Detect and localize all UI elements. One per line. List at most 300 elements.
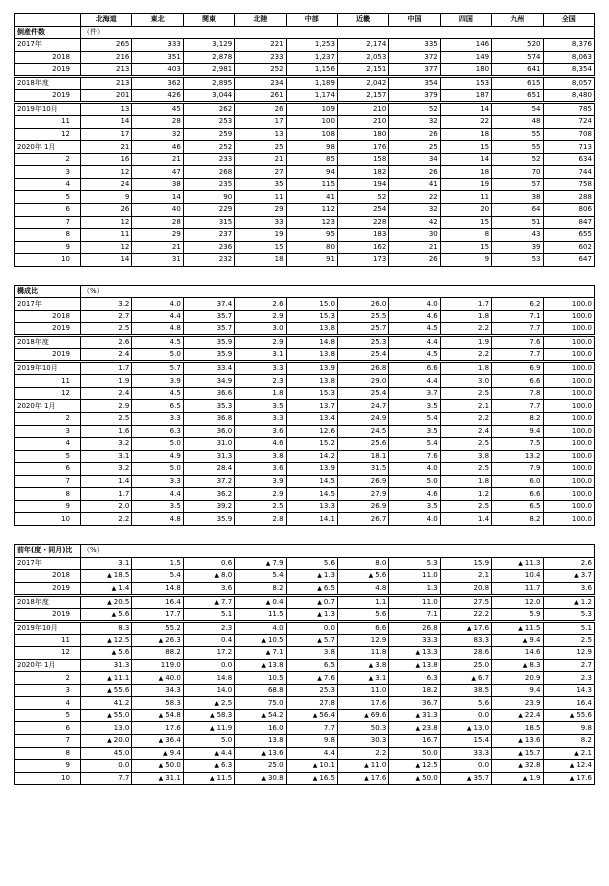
value-cell: 30.3 [337, 734, 388, 747]
value-cell: 1.8 [235, 387, 286, 400]
value-cell: 17 [81, 128, 132, 141]
value-cell [492, 772, 543, 785]
value-cell: 18.1 [337, 450, 388, 463]
value-cell: 6.3 [132, 425, 183, 438]
value-cell: 2.1 [440, 400, 491, 413]
cell-value: 7.1 [272, 648, 284, 657]
row-label: 3 [15, 425, 81, 438]
value-cell: 4.4 [132, 310, 183, 323]
value-cell: 16.0 [235, 722, 286, 735]
value-cell: 35.7 [183, 323, 234, 336]
value-cell: 48 [492, 116, 543, 129]
cell-value: 5.6 [118, 609, 130, 618]
value-cell: 22 [440, 116, 491, 129]
value-cell: 2.2 [440, 349, 491, 362]
value-cell: 11.0 [389, 570, 440, 583]
value-cell: 158 [337, 153, 388, 166]
value-cell: 36.0 [183, 425, 234, 438]
cell-value: 13.8 [267, 660, 284, 669]
column-header: 全国 [543, 14, 594, 27]
blank-cell [286, 285, 337, 298]
row-label: 2020年 1月 [15, 400, 81, 413]
value-cell [132, 672, 183, 685]
value-cell: 1,237 [286, 51, 337, 64]
value-cell: 8.3 [81, 621, 132, 634]
section-title: 構成比 [15, 285, 81, 298]
value-cell: 3,129 [183, 39, 234, 52]
cell-value: 3.1 [375, 673, 387, 682]
decrease-marker: ▲ [107, 737, 112, 745]
decrease-marker: ▲ [522, 661, 528, 669]
cell-value: 1.3 [323, 571, 335, 580]
section-table-1 [14, 285, 595, 526]
value-cell: 26 [389, 166, 440, 179]
value-cell: 40 [132, 204, 183, 217]
value-cell [235, 647, 286, 660]
value-cell: 3.0 [440, 375, 491, 388]
value-cell: 27.9 [337, 488, 388, 501]
decrease-marker: ▲ [312, 774, 318, 782]
value-cell: 3.3 [235, 413, 286, 426]
value-cell: 221 [235, 39, 286, 52]
column-header: 近畿 [337, 14, 388, 27]
value-cell: 210 [337, 103, 388, 116]
decrease-marker: ▲ [265, 649, 271, 657]
value-cell: 13.0 [81, 722, 132, 735]
table-row [15, 557, 595, 570]
value-cell: 7.1 [389, 608, 440, 621]
value-cell: 25.3 [337, 336, 388, 349]
value-cell: 4.5 [389, 323, 440, 336]
decrease-marker: ▲ [415, 762, 421, 770]
value-cell: 55 [492, 128, 543, 141]
value-cell: 38.5 [440, 684, 491, 697]
value-cell: 1,156 [286, 64, 337, 77]
value-cell: 0.0 [286, 621, 337, 634]
value-cell: 6.6 [492, 375, 543, 388]
value-cell: 2,895 [183, 77, 234, 90]
row-label: 2019 [15, 349, 81, 362]
value-cell: 31.3 [81, 659, 132, 672]
row-label: 12 [15, 387, 81, 400]
blank-cell [543, 544, 594, 557]
value-cell: 91 [286, 254, 337, 267]
value-cell [337, 659, 388, 672]
cell-value: 4.4 [221, 748, 233, 757]
value-cell: 1.2 [440, 488, 491, 501]
cell-value: 10.5 [267, 635, 284, 644]
table-row [15, 659, 595, 672]
value-cell: 28.6 [440, 647, 491, 660]
value-cell: 1.4 [81, 475, 132, 488]
row-label: 4 [15, 178, 81, 191]
blank-cell [492, 544, 543, 557]
row-label: 11 [15, 375, 81, 388]
table-row [15, 747, 595, 760]
cell-value: 55.0 [113, 711, 130, 720]
cell-value: 50.0 [422, 773, 438, 782]
column-header: 中部 [286, 14, 337, 27]
value-cell: 3.8 [235, 450, 286, 463]
table-row [15, 141, 595, 154]
value-cell [81, 684, 132, 697]
value-cell: 5.4 [389, 413, 440, 426]
value-cell: 3.6 [183, 582, 234, 595]
value-cell: 14.3 [543, 684, 594, 697]
table-row [15, 582, 595, 595]
value-cell: 14.8 [132, 582, 183, 595]
value-cell [389, 772, 440, 785]
decrease-marker: ▲ [214, 762, 220, 770]
cell-value: 55.6 [113, 686, 130, 695]
decrease-marker: ▲ [368, 674, 374, 682]
value-cell: 3.5 [389, 400, 440, 413]
row-label: 2019 [15, 90, 81, 103]
value-cell: 641 [492, 64, 543, 77]
value-cell: 18 [440, 166, 491, 179]
value-cell: 4.5 [132, 387, 183, 400]
value-cell: 379 [389, 90, 440, 103]
cell-value: 6.3 [221, 761, 233, 770]
value-cell: 162 [337, 241, 388, 254]
value-cell: 3.2 [81, 438, 132, 451]
value-cell: 33 [235, 216, 286, 229]
row-label: 2018 [15, 310, 81, 323]
value-cell: 785 [543, 103, 594, 116]
value-cell: 15 [440, 241, 491, 254]
section-unit: （%） [81, 285, 132, 298]
table-row [15, 513, 595, 526]
value-cell: 9 [440, 254, 491, 267]
value-cell: 351 [132, 51, 183, 64]
value-cell [183, 595, 234, 608]
value-cell: 17.6 [337, 697, 388, 710]
value-cell: 35.9 [183, 349, 234, 362]
value-cell: 10.4 [492, 570, 543, 583]
section-gap [14, 267, 594, 285]
cell-value: 1.3 [323, 609, 335, 618]
cell-value: 26.3 [165, 635, 181, 644]
value-cell: 4.0 [389, 463, 440, 476]
value-cell: 4.0 [389, 513, 440, 526]
value-cell: 12 [81, 166, 132, 179]
cell-value: 17.6 [576, 773, 592, 782]
value-cell: 100.0 [543, 425, 594, 438]
value-cell: 100.0 [543, 450, 594, 463]
value-cell [543, 595, 594, 608]
table-row [15, 166, 595, 179]
decrease-marker: ▲ [214, 572, 220, 580]
table-row [15, 463, 595, 476]
decrease-marker: ▲ [415, 649, 421, 657]
value-cell: 123 [286, 216, 337, 229]
row-label: 2020年 1月 [15, 659, 81, 672]
value-cell: 2.5 [440, 438, 491, 451]
cell-value: 11.3 [524, 558, 541, 567]
value-cell: 53 [492, 254, 543, 267]
value-cell: 5.4 [132, 570, 183, 583]
value-cell: 13.8 [286, 375, 337, 388]
row-label: 10 [15, 254, 81, 267]
value-cell: 17 [235, 116, 286, 129]
value-cell: 13.8 [286, 323, 337, 336]
value-cell: 100.0 [543, 298, 594, 311]
value-cell: 90 [183, 191, 234, 204]
value-cell: 372 [389, 51, 440, 64]
value-cell [81, 709, 132, 722]
value-cell: 806 [543, 204, 594, 217]
value-cell: 3.5 [235, 400, 286, 413]
value-cell: 98 [286, 141, 337, 154]
table-row [15, 772, 595, 785]
value-cell: 42 [389, 216, 440, 229]
blank-cell [389, 285, 440, 298]
cell-value: 11.9 [216, 723, 233, 732]
value-cell: 119.0 [132, 659, 183, 672]
value-cell: 16 [81, 153, 132, 166]
value-cell [389, 760, 440, 773]
decrease-marker: ▲ [158, 737, 164, 745]
column-header: 東北 [132, 14, 183, 27]
value-cell [286, 709, 337, 722]
decrease-marker: ▲ [158, 636, 164, 644]
section-unit: （%） [81, 544, 132, 557]
row-label: 5 [15, 709, 81, 722]
blank-cell [389, 544, 440, 557]
value-cell: 41 [389, 178, 440, 191]
value-cell: 235 [183, 178, 234, 191]
value-cell: 52 [492, 153, 543, 166]
cell-value: 22.4 [524, 711, 541, 720]
value-cell [132, 709, 183, 722]
value-cell [337, 772, 388, 785]
section-table-0 [14, 13, 595, 267]
decrease-marker: ▲ [265, 559, 271, 567]
value-cell [132, 747, 183, 760]
value-cell: 5.6 [440, 697, 491, 710]
row-label: 11 [15, 116, 81, 129]
value-cell: 100.0 [543, 400, 594, 413]
value-cell: 55.2 [132, 621, 183, 634]
blank-cell [286, 544, 337, 557]
blank-cell [183, 26, 234, 39]
value-cell: 100.0 [543, 500, 594, 513]
value-cell: 36.7 [389, 697, 440, 710]
value-cell: 100 [286, 116, 337, 129]
value-cell: 31.0 [183, 438, 234, 451]
table-row [15, 375, 595, 388]
value-cell: 14.8 [286, 336, 337, 349]
value-cell: 634 [543, 153, 594, 166]
row-label: 2019年10月 [15, 103, 81, 116]
value-cell: 2.9 [235, 488, 286, 501]
value-cell: 176 [337, 141, 388, 154]
value-cell: 41.2 [81, 697, 132, 710]
decrease-marker: ▲ [158, 762, 164, 770]
value-cell: 20.8 [440, 582, 491, 595]
value-cell: 713 [543, 141, 594, 154]
blank-cell [132, 544, 183, 557]
value-cell: 7.9 [492, 463, 543, 476]
value-cell: 19 [440, 178, 491, 191]
value-cell: 21 [132, 241, 183, 254]
blank-cell [389, 26, 440, 39]
cell-value: 13.6 [524, 736, 541, 745]
value-cell: 236 [183, 241, 234, 254]
value-cell: 35 [235, 178, 286, 191]
value-cell: 7.7 [492, 400, 543, 413]
value-cell: 26.7 [337, 513, 388, 526]
value-cell: 5.1 [183, 608, 234, 621]
cell-value: 11.0 [370, 761, 387, 770]
table-row [15, 254, 595, 267]
value-cell: 38 [132, 178, 183, 191]
value-cell: 708 [543, 128, 594, 141]
cell-value: 7.9 [272, 558, 284, 567]
value-cell: 6.0 [492, 475, 543, 488]
table-row [15, 298, 595, 311]
value-cell: 2.5 [543, 634, 594, 647]
table-row [15, 400, 595, 413]
value-cell: 4.4 [132, 488, 183, 501]
value-cell: 14 [132, 191, 183, 204]
value-cell: 18.2 [389, 684, 440, 697]
value-cell: 6.9 [492, 362, 543, 375]
value-cell: 32 [389, 116, 440, 129]
decrease-marker: ▲ [522, 636, 528, 644]
value-cell [492, 557, 543, 570]
value-cell: 24.7 [337, 400, 388, 413]
cell-value: 35.7 [473, 773, 490, 782]
decrease-marker: ▲ [317, 598, 322, 606]
value-cell: 2.9 [235, 336, 286, 349]
value-cell: 11.8 [337, 647, 388, 660]
blank-cell [235, 285, 286, 298]
decrease-marker: ▲ [317, 572, 322, 580]
row-label: 6 [15, 722, 81, 735]
value-cell: 29 [132, 229, 183, 242]
value-cell: 100.0 [543, 349, 594, 362]
blank-cell [492, 285, 543, 298]
value-cell: 6.3 [389, 672, 440, 685]
row-label: 8 [15, 747, 81, 760]
value-cell: 3.2 [81, 298, 132, 311]
value-cell: 22.2 [440, 608, 491, 621]
blank-cell [440, 544, 491, 557]
table-row [15, 634, 595, 647]
value-cell: 100.0 [543, 387, 594, 400]
value-cell: 4.0 [235, 621, 286, 634]
section-title-row [15, 544, 595, 557]
cell-value: 31.1 [165, 773, 181, 782]
value-cell: 2.5 [81, 323, 132, 336]
value-cell: 3.2 [81, 463, 132, 476]
value-cell: 108 [286, 128, 337, 141]
value-cell: 13.9 [286, 463, 337, 476]
value-cell [235, 709, 286, 722]
value-cell: 18 [235, 254, 286, 267]
row-label: 10 [15, 772, 81, 785]
value-cell: 5.0 [132, 463, 183, 476]
value-cell: 3.6 [235, 463, 286, 476]
table-row [15, 387, 595, 400]
table-row [15, 672, 595, 685]
value-cell: 14.8 [183, 672, 234, 685]
cell-value: 11.1 [113, 673, 130, 682]
cell-value: 50.0 [165, 761, 181, 770]
row-label: 9 [15, 500, 81, 513]
value-cell: 80 [286, 241, 337, 254]
value-cell: 2.4 [81, 387, 132, 400]
value-cell: 333 [132, 39, 183, 52]
value-cell: 8.0 [337, 557, 388, 570]
value-cell: 57 [492, 178, 543, 191]
value-cell [132, 772, 183, 785]
row-label: 2019 [15, 608, 81, 621]
decrease-marker: ▲ [466, 724, 472, 732]
value-cell: 4.4 [286, 747, 337, 760]
value-cell: 615 [492, 77, 543, 90]
value-cell: 520 [492, 39, 543, 52]
blank-cell [286, 26, 337, 39]
value-cell: 403 [132, 64, 183, 77]
blank-cell [440, 26, 491, 39]
value-cell: 1.7 [440, 298, 491, 311]
value-cell: 259 [183, 128, 234, 141]
value-cell [337, 570, 388, 583]
value-cell [286, 634, 337, 647]
value-cell: 426 [132, 90, 183, 103]
value-cell [235, 772, 286, 785]
table-row [15, 116, 595, 129]
value-cell: 4.8 [337, 582, 388, 595]
value-cell: 3.6 [235, 425, 286, 438]
value-cell: 17.7 [132, 608, 183, 621]
value-cell: 13.2 [492, 450, 543, 463]
value-cell: 25.5 [337, 310, 388, 323]
value-cell: 5.0 [389, 475, 440, 488]
value-cell [286, 570, 337, 583]
value-cell: 2,042 [337, 77, 388, 90]
value-cell: 6.5 [492, 500, 543, 513]
decrease-marker: ▲ [518, 749, 523, 757]
value-cell: 602 [543, 241, 594, 254]
value-cell [183, 760, 234, 773]
blank-cell [440, 285, 491, 298]
value-cell: 5.0 [132, 438, 183, 451]
value-cell: 253 [183, 116, 234, 129]
table-row [15, 349, 595, 362]
table-row [15, 475, 595, 488]
value-cell: 1.7 [81, 362, 132, 375]
value-cell: 5.1 [543, 621, 594, 634]
value-cell: 11.0 [389, 595, 440, 608]
section-gap [14, 526, 594, 544]
value-cell: 5.9 [492, 608, 543, 621]
decrease-marker: ▲ [111, 584, 117, 592]
value-cell: 180 [440, 64, 491, 77]
value-cell: 3.6 [543, 582, 594, 595]
value-cell: 149 [440, 51, 491, 64]
value-cell: 14.2 [286, 450, 337, 463]
cell-value: 8.0 [221, 571, 233, 580]
value-cell: 180 [337, 128, 388, 141]
value-cell: 100.0 [543, 336, 594, 349]
row-label: 6 [15, 204, 81, 217]
value-cell: 2.5 [235, 500, 286, 513]
value-cell: 25 [235, 141, 286, 154]
value-cell: 25.7 [337, 323, 388, 336]
